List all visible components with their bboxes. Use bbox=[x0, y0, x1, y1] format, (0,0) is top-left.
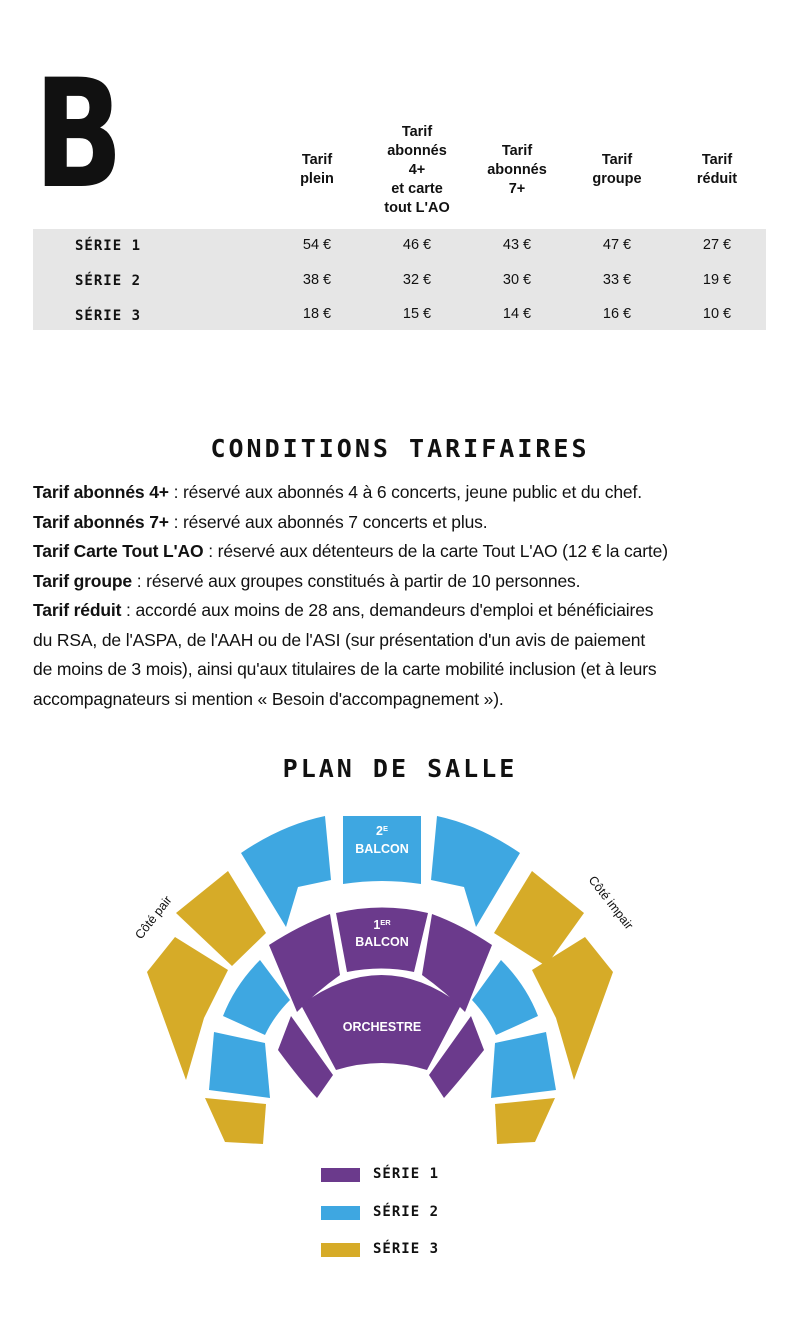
price-cell: 38 € bbox=[302, 272, 332, 288]
price-cell: 27 € bbox=[702, 237, 732, 253]
price-cell: 32 € bbox=[402, 272, 432, 288]
side-odd-label: Côté impair bbox=[585, 873, 637, 933]
section-side-left-lower[interactable] bbox=[209, 1032, 270, 1098]
header-tarif-abonnes-4: Tarif abonnés 4+ et carte tout L'AO bbox=[384, 123, 450, 216]
balcony-2-number: $2^E$ bbox=[376, 824, 388, 838]
legend-label: SÉRIE 1 bbox=[373, 1166, 440, 1182]
section-2nd-balcony-left[interactable] bbox=[241, 816, 331, 927]
balcony-2-label: BALCON bbox=[355, 842, 409, 856]
price-cell: 10 € bbox=[702, 306, 732, 322]
balcony-1-label: BALCON bbox=[355, 935, 409, 949]
header-tarif-plein: Tarif plein bbox=[300, 152, 334, 187]
condition-line: Tarif Carte Tout L'AO : réservé aux détenteurs de la carte Tout L'AO (12 € la carte) bbox=[33, 541, 668, 561]
price-cell: 54 € bbox=[302, 237, 332, 253]
legend-label: SÉRIE 2 bbox=[373, 1204, 440, 1220]
price-cell: 30 € bbox=[502, 272, 532, 288]
price-cell: 16 € bbox=[602, 306, 632, 322]
balcony-1-number: 1ER bbox=[373, 918, 391, 932]
legend-label: SÉRIE 3 bbox=[373, 1241, 440, 1257]
section-side-left-upper[interactable] bbox=[223, 960, 290, 1035]
row-label-serie-1: SÉRIE 1 bbox=[75, 238, 142, 254]
conditions-title: CONDITIONS TARIFAIRES bbox=[210, 434, 590, 463]
row-label-serie-2: SÉRIE 2 bbox=[75, 273, 142, 289]
section-side-right-upper[interactable] bbox=[472, 960, 538, 1035]
legend-swatch bbox=[321, 1206, 360, 1220]
price-cell: 15 € bbox=[402, 306, 432, 322]
legend-swatch bbox=[321, 1168, 360, 1182]
header-tarif-abonnes-7: Tarif abonnés 7+ bbox=[487, 142, 547, 197]
condition-line: Tarif abonnés 4+ : réservé aux abonnés 4 à 6 concerts, jeune public et du chef. bbox=[33, 482, 642, 502]
plan-title: PLAN DE SALLE bbox=[282, 754, 518, 783]
price-cell: 33 € bbox=[602, 272, 632, 288]
condition-line: accompagnateurs si mention « Besoin d'accompagnement »). bbox=[33, 688, 504, 709]
header-tarif-reduit: Tarif réduit bbox=[696, 152, 738, 187]
price-cell: 46 € bbox=[402, 237, 432, 253]
orchestra-label: ORCHESTRE bbox=[342, 1020, 422, 1034]
zone-letter: B bbox=[34, 48, 124, 222]
condition-line: du RSA, de l'ASPA, de l'AAH ou de l'ASI (sur présentation d'un avis de paiement bbox=[33, 629, 646, 650]
section-impair-bottom[interactable] bbox=[495, 1098, 555, 1144]
condition-line: Tarif groupe : réservé aux groupes constitués à partir de 10 personnes. bbox=[33, 570, 581, 591]
price-cell: 19 € bbox=[702, 272, 732, 288]
price-cell: 14 € bbox=[502, 306, 532, 322]
row-label-serie-3: SÉRIE 3 bbox=[75, 308, 142, 324]
section-2nd-balcony-right[interactable] bbox=[431, 816, 520, 927]
condition-line: de moins de 3 mois), ainsi qu'aux titulaires de la carte mobilité inclusion (et à leurs bbox=[33, 659, 657, 679]
price-cell: 18 € bbox=[302, 306, 332, 322]
section-side-right-lower[interactable] bbox=[491, 1032, 556, 1098]
header-tarif-groupe: Tarif groupe bbox=[592, 152, 642, 187]
side-even-label: Côté pair bbox=[132, 893, 175, 942]
section-pair-bottom[interactable] bbox=[205, 1098, 266, 1144]
condition-line: Tarif abonnés 7+ : réservé aux abonnés 7 concerts et plus. bbox=[33, 511, 488, 532]
conditions-text bbox=[33, 478, 773, 714]
seating-plan bbox=[0, 805, 800, 1150]
legend-swatch bbox=[321, 1243, 360, 1257]
condition-line: Tarif réduit : accordé aux moins de 28 ans, demandeurs d'emploi et bénéficiaires bbox=[33, 600, 654, 620]
price-cell: 47 € bbox=[602, 237, 632, 253]
price-cell: 43 € bbox=[502, 237, 532, 253]
